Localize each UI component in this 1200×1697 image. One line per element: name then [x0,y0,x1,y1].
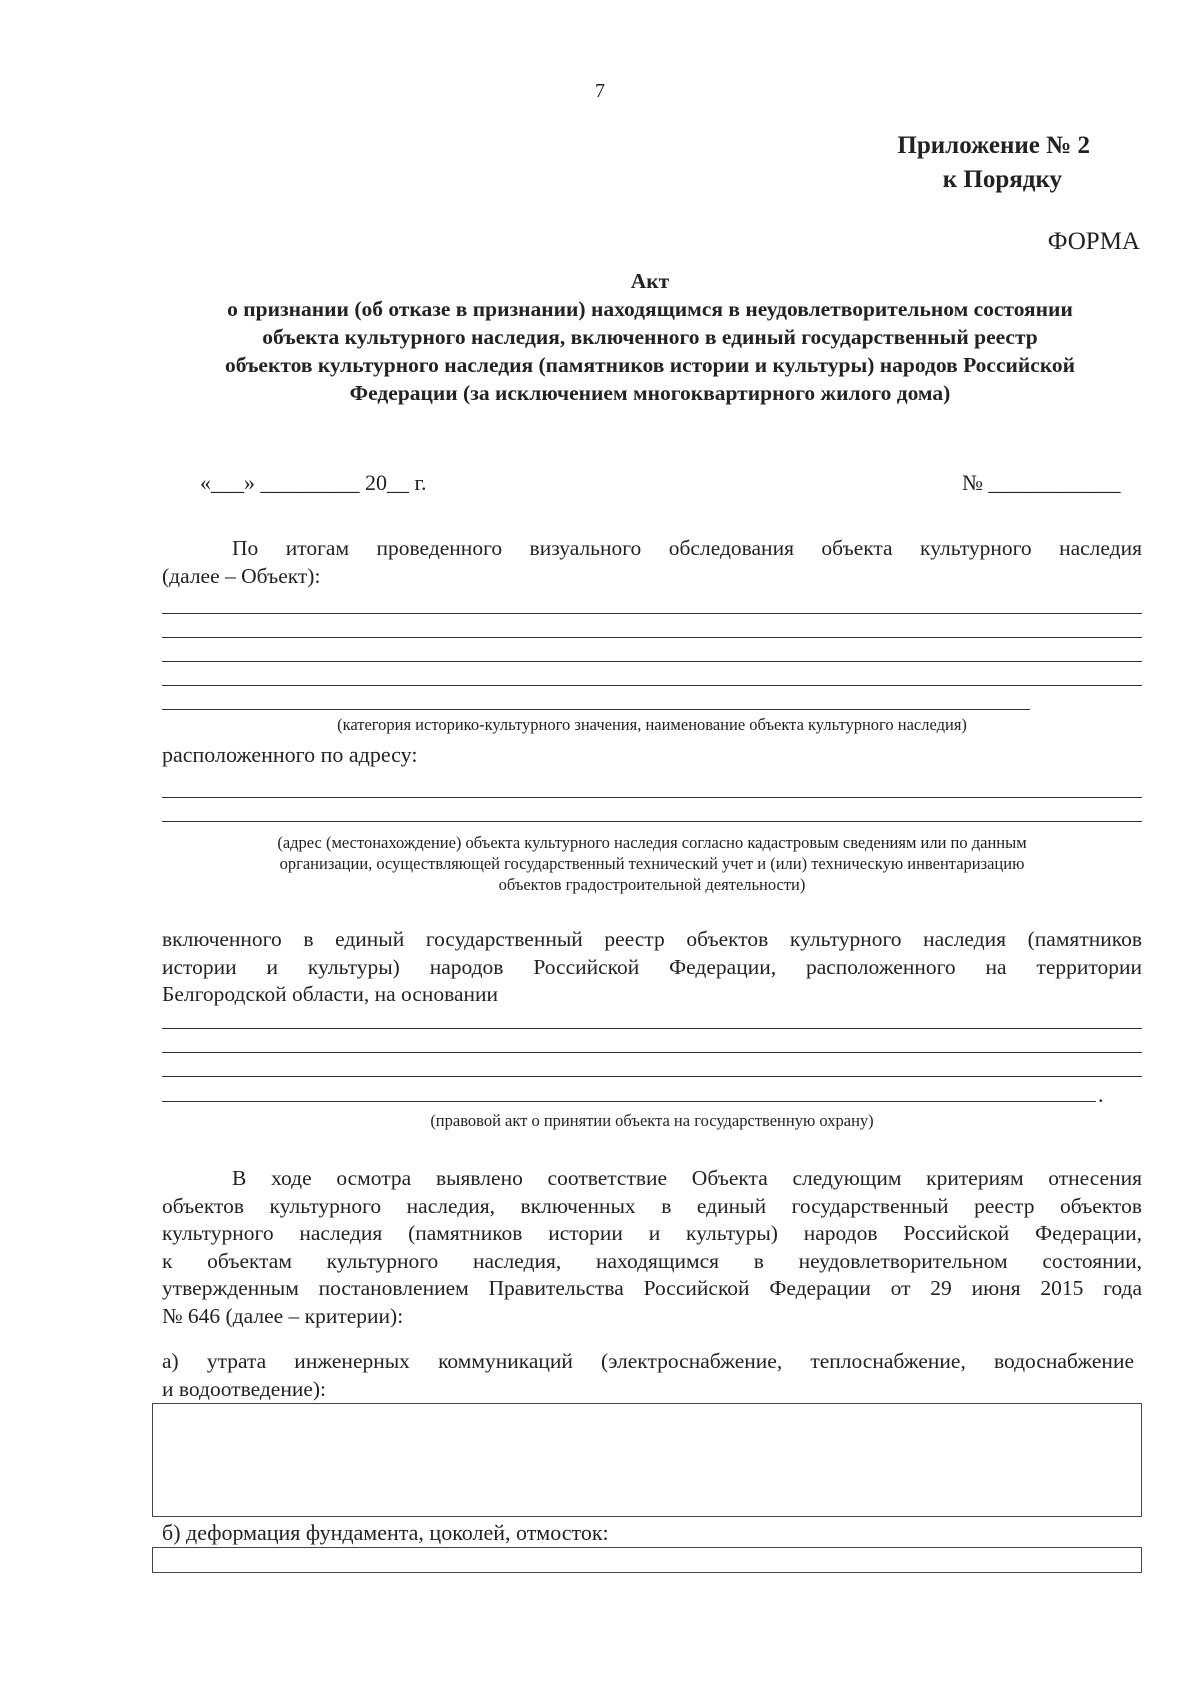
paragraph-line: По итогам проведенного визуального обследования объекта культурного наследия [232,536,1142,560]
trailing-dot: . [1098,1082,1104,1107]
criteria-paragraph [162,1165,1142,1330]
caption-line: организации, осуществляющей государственный технический учет и (или) техническую инвентаризацию [279,854,1025,873]
address-label: расположенного по адресу: [162,742,418,767]
legal-act-blank-line-4[interactable] [162,1101,1096,1102]
title-line: объекта культурного наследия, включенного в единый государственный реестр [262,325,1038,349]
paragraph-line: объектов культурного наследия, включенных в единый государственный реестр объектов [162,1193,1142,1218]
caption-legal-act: (правовой акт о принятии объекта на государственную охрану) [430,1111,874,1130]
annex-number: Приложение № 2 [897,132,1090,159]
form-label: ФОРМА [1047,228,1140,255]
intro-paragraph [162,535,1142,590]
paragraph-line: истории и культуры) народов Российской Федерации, расположенного на территории [162,954,1142,979]
object-blank-line-3[interactable] [162,661,1142,662]
legal-act-blank-line-2[interactable] [162,1052,1142,1053]
paragraph-line: утвержденным постановлением Правительства Российской Федерации от 29 июня 2015 года [162,1276,1142,1300]
title-heading: Акт [630,269,670,293]
paragraph-line: культурного наследия (памятников истории и культуры) народов Российской Федерации, [162,1221,1142,1245]
address-blank-line-2[interactable] [162,821,1142,822]
date-field[interactable]: «___» _________ 20__ г. [200,470,427,495]
object-blank-line-2[interactable] [162,637,1142,638]
item-b-input-box[interactable] [152,1547,1142,1573]
object-blank-line-4[interactable] [162,685,1142,686]
object-blank-line-1[interactable] [162,613,1142,614]
title-line: Федерации (за исключением многоквартирного жилого дома) [349,381,951,405]
paragraph-line: к объектам культурного наследия, находящимся в неудовлетворительном состоянии, [162,1248,1142,1273]
annex-reference: к Порядку [942,166,1062,193]
paragraph-line: (далее – Объект): [162,563,321,588]
caption-line: объектов градостроительной деятельности) [498,875,806,894]
item-a-label [162,1348,1134,1403]
caption-object: (категория историко-культурного значения, наименование объекта культурного наследия) [337,715,967,734]
paragraph-line: В ходе осмотра выявлено соответствие Объекта следующим критериям отнесения [232,1166,1142,1190]
legal-act-blank-line-3[interactable] [162,1076,1142,1077]
page-number: 7 [595,80,605,102]
caption-line: (адрес (местонахождение) объекта культурного наследия согласно кадастровым сведениям или по данным [277,833,1027,852]
title-line: о признании (об отказе в признании) находящимся в неудовлетворительном состоянии [227,297,1073,321]
title-line: объектов культурного наследия (памятников истории и культуры) народов Российской [224,353,1076,377]
paragraph-line: и водоотведение): [162,1376,327,1401]
paragraph-line: включенного в единый государственный реестр объектов культурного наследия (памятников [162,927,1142,951]
object-blank-line-5[interactable] [162,709,1030,710]
address-blank-line-1[interactable] [162,797,1142,798]
paragraph-line: Белгородской области, на основании [162,982,499,1006]
registry-paragraph [162,926,1142,1009]
act-number-field[interactable]: № ____________ [962,470,1121,495]
paragraph-line: № 646 (далее – критерии): [162,1303,404,1328]
item-b-label: б) деформация фундамента, цоколей, отмосток: [162,1520,609,1545]
item-a-input-box[interactable] [152,1403,1142,1517]
paragraph-line: а) утрата инженерных коммуникаций (электроснабжение, теплоснабжение, водоснабжение [162,1349,1134,1373]
caption-address [162,832,1142,895]
legal-act-blank-line-1[interactable] [162,1028,1142,1029]
document-title [160,267,1140,407]
